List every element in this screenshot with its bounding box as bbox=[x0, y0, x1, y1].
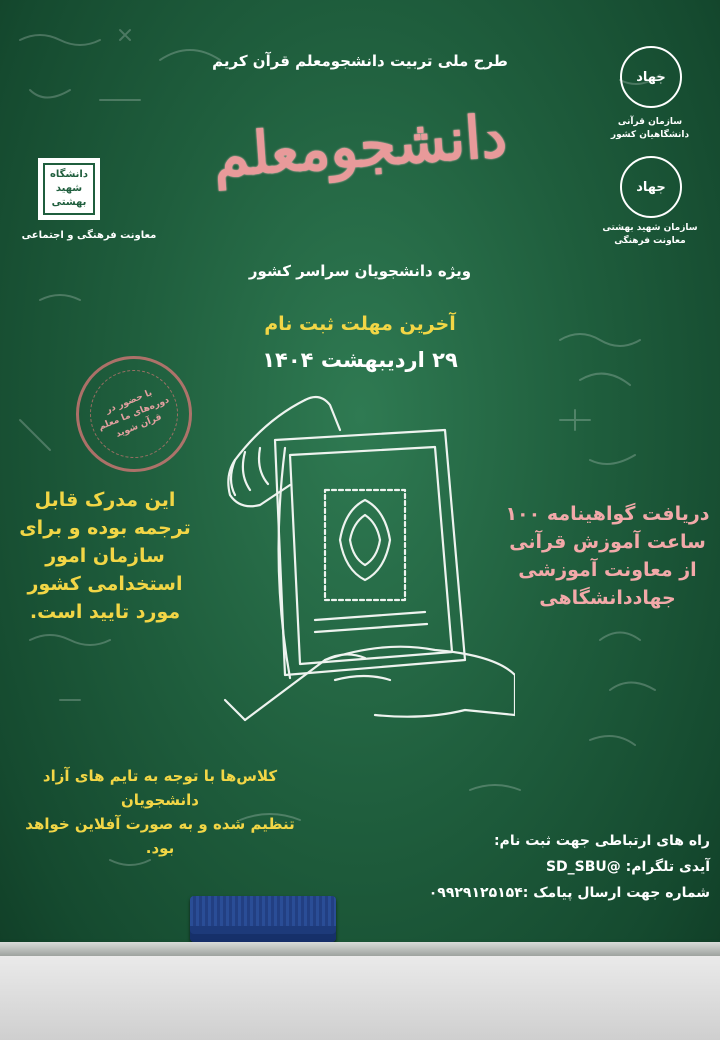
stamp-inner bbox=[77, 357, 192, 472]
sbu-logo bbox=[38, 158, 100, 220]
contact-info bbox=[340, 828, 710, 906]
left-line-3: سازمان امور bbox=[45, 545, 165, 567]
eraser-icon bbox=[190, 896, 336, 942]
jihad-logo-1-caption bbox=[580, 116, 720, 142]
chalk-tray bbox=[0, 942, 720, 956]
jihad-icon: جهاد bbox=[620, 46, 682, 108]
stamp-text: با حضور در دوره‌های ما معلم قرآن شوید bbox=[97, 387, 171, 440]
jihad-1-caption-line1: سازمان قرآنی bbox=[617, 117, 683, 127]
classes-info-text bbox=[10, 764, 310, 860]
certificate-validity-text bbox=[10, 486, 200, 626]
classes-line-1: کلاس‌ها با توجه به تایم های آزاد bbox=[42, 767, 278, 785]
program-title: طرح ملی تربیت دانشجومعلم قرآن کریم bbox=[212, 52, 508, 70]
main-title: دانشجومعلم bbox=[210, 101, 510, 191]
floor bbox=[0, 956, 720, 1040]
left-line-5: مورد تایید است. bbox=[29, 601, 181, 623]
deadline-date: ۲۹ اردیبهشت ۱۴۰۴ bbox=[262, 348, 458, 372]
right-line-3: از معاونت آموزشی bbox=[518, 559, 697, 581]
subtitle: ویژه دانشجویان سراسر کشور bbox=[248, 262, 472, 280]
right-line-2: ساعت آموزش قرآنی bbox=[509, 531, 706, 553]
right-line-1: دریافت گواهینامه ۱۰۰ bbox=[505, 503, 710, 525]
jihad-logo-2 bbox=[620, 156, 682, 218]
jihad-2-caption-line2: معاونت فرهنگی bbox=[614, 236, 686, 246]
jihad-logo-1 bbox=[620, 46, 682, 108]
left-line-2: ترجمه بوده و برای bbox=[19, 517, 191, 539]
jihad-logo-2-caption bbox=[580, 222, 720, 248]
contact-heading: راه های ارتباطی جهت ثبت نام: bbox=[493, 833, 710, 849]
sbu-caption: معاونت فرهنگی و اجتماعی bbox=[21, 230, 157, 241]
sms-number: شماره جهت ارسال پیامک :۰۹۹۲۹۱۲۵۱۵۴ bbox=[428, 885, 710, 901]
jihad-icon: جهاد bbox=[620, 156, 682, 218]
classes-line-4: بود. bbox=[145, 839, 175, 857]
right-line-4: جهاددانشگاهی bbox=[539, 587, 676, 609]
jihad-2-caption-line1: سازمان شهید بهشتی bbox=[602, 223, 698, 233]
classes-line-3: تنظیم شده و به صورت آفلاین خواهد bbox=[25, 815, 295, 833]
sbu-logo-icon: دانشگاه شهید بهشتی bbox=[43, 163, 95, 215]
telegram-id: آیدی تلگرام: @SD_SBU bbox=[545, 859, 710, 875]
left-line-4: استخدامی کشور bbox=[27, 573, 183, 595]
jihad-1-caption-line2: دانشگاهیان کشور bbox=[610, 130, 690, 140]
classes-line-2: دانشجویان bbox=[120, 791, 200, 809]
certificate-info-text bbox=[505, 500, 710, 612]
deadline-label: آخرین مهلت ثبت نام bbox=[264, 313, 456, 335]
quran-hands-icon bbox=[215, 390, 515, 740]
left-line-1: این مدرک قابل bbox=[34, 489, 176, 511]
